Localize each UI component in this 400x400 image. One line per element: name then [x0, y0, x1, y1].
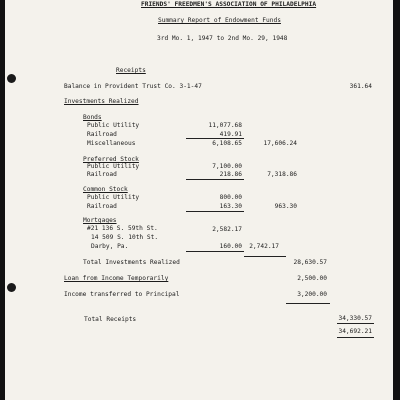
common-public-utility-label: Public Utility: [87, 194, 140, 201]
mortgages-total: 2,742.17: [249, 243, 279, 250]
receipts-heading: Receipts: [116, 67, 146, 74]
bonds-heading: Bonds: [83, 114, 102, 121]
bonds-misc-value: 6,108.65: [212, 140, 242, 147]
mortgages-heading: Mortgages: [83, 217, 117, 224]
scan-left-edge: [0, 0, 5, 400]
report-title: Summary Report of Endowment Funds: [158, 17, 281, 24]
investments-heading: Investments Realized: [64, 98, 139, 105]
preferred-railroad-label: Railroad: [87, 171, 117, 178]
preferred-heading: Preferred Stock: [83, 156, 139, 163]
punch-hole-top: [7, 74, 16, 83]
preferred-public-utility-value: 7,100.00: [212, 163, 242, 170]
mortgages-subtotal-rule: [186, 251, 244, 252]
bonds-subtotal-rule: [186, 138, 244, 139]
total-investments-label: Total Investments Realized: [83, 259, 180, 266]
common-railroad-label: Railroad: [87, 203, 117, 210]
loan-label: Loan from Income Temporarily: [64, 275, 169, 282]
bonds-total: 17,606.24: [263, 140, 297, 147]
common-total: 963.30: [274, 203, 297, 210]
receipts-total-rule: [286, 303, 330, 304]
mortgage-line-1: #21 136 S. 59th St.: [87, 225, 158, 232]
bonds-public-utility-label: Public Utility: [87, 122, 140, 129]
transfer-value: 3,200.00: [297, 291, 327, 298]
org-heading: FRIENDS' FREEDMEN'S ASSOCIATION OF PHILADELPHIA: [141, 1, 317, 8]
common-heading: Common Stock: [83, 186, 128, 193]
mortgage-line-2-value: 2,582.17: [212, 226, 242, 233]
mortgage-line-3-value: 160.00: [219, 243, 242, 250]
investments-total-rule: [244, 256, 286, 257]
common-railroad-value: 163.30: [219, 203, 242, 210]
preferred-railroad-value: 218.86: [219, 171, 242, 178]
common-public-utility-value: 800.00: [219, 194, 242, 201]
balance-value: 361.64: [349, 83, 372, 90]
transfer-label: Income transferred to Principal: [64, 291, 180, 298]
loan-value: 2,500.00: [297, 275, 327, 282]
grand-total-double-rule: [337, 337, 374, 338]
bonds-railroad-label: Railroad: [87, 131, 117, 138]
balance-label: Balance in Provident Trust Co. 3-1-47: [64, 83, 202, 90]
total-investments-value: 28,630.57: [293, 259, 327, 266]
bonds-public-utility-value: 11,077.68: [208, 122, 242, 129]
grand-total-value: 34,692.21: [338, 328, 372, 335]
mortgage-line-3: Darby, Pa.: [91, 243, 129, 250]
preferred-total: 7,318.86: [267, 171, 297, 178]
punch-hole-bottom: [7, 283, 16, 292]
preferred-subtotal-rule: [186, 179, 244, 180]
scan-right-edge: [393, 0, 400, 400]
bonds-railroad-value: 419.91: [219, 131, 242, 138]
common-subtotal-rule: [186, 211, 244, 212]
preferred-public-utility-label: Public Utility: [87, 163, 140, 170]
mortgage-line-2: 14 509 S. 10th St.: [91, 234, 159, 241]
grand-total-rule: [337, 323, 374, 324]
bonds-misc-label: Miscellaneous: [87, 140, 136, 147]
report-period: 3rd Mo. 1, 1947 to 2nd Mo. 29, 1948: [157, 35, 288, 42]
total-receipts-label: Total Receipts: [84, 316, 137, 323]
total-receipts-value: 34,330.57: [338, 315, 372, 322]
